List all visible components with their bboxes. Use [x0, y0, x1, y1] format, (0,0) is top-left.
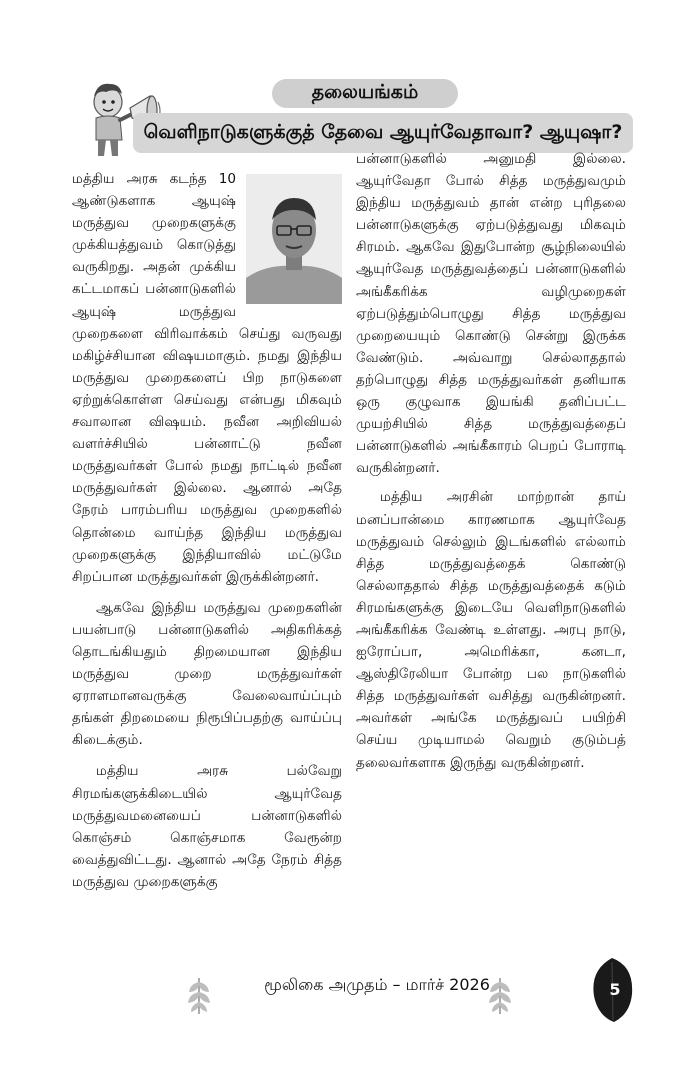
article-paragraph: பன்னாடுகளில் அனுமதி இல்லை. ஆயுர்வேதா போல் சித்த மருத்துவமும் இந்திய மருத்துவம் தான் என்ற புரிதலை பன்னாடுகளுக்கு ஏற்படுத்துவது மிகவும் சிரமம். ஆகவே இதுபோன்ற சூழ்நிலையில் ஆயுர்வேத மருத்துவத்தைப் பன்னாடுகளில் அங்கீகரிக்க வழிமுறைகள் ஏற்படுத்தும்பொழுது சித்த மருத்துவ முறையையும் கொண்டு சென்று இருக்க வேண்டும். அவ்வாறு செல்லாததால் தற்பொழுது சித்த மருத்துவர்கள் தனியாக ஒரு குழுவாக இயங்கி தனிப்பட்ட முயற்சியில் சித்த மருத்துவத்தைப் பன்னாடுகளில் அங்கீகாரம் பெறப் போராடி வருகின்றனர்.: [356, 151, 626, 477]
article-paragraph: மத்திய அரசின் மாற்றான் தாய் மனப்பான்மை காரணமாக ஆயுர்வேத மருத்துவம் செல்லும் இடங்களில் எல்லாம் சித்த மருத்துவத்தைக் கொண்டு செல்லாததால் சித்த மருத்துவத்தைக் கடும் சிரமங்களுக்கு இடையே வெளிநாடுகளில் அங்கீகரிக்க வேண்டி உள்ளது. அரபு நாடு, ஐரோப்பா, அமெரிக்கா, கனடா, ஆஸ்திரேலியா போன்ற பல நாடுகளில் சித்த மருத்துவர்கள் வசித்து வருகின்றனர். அவர்கள் அங்கே மருத்துவப் பயிற்சி செய்ய முடியாமல் வெறும் குடும்பத் தலைவர்களாக இருந்து வருகின்றனர்.: [356, 489, 626, 771]
portrait-image: [246, 174, 342, 304]
magazine-footer-title: மூலிகை அமுதம் – மார்ச் 2026: [264, 975, 490, 994]
article-left-column: [72, 168, 342, 902]
author-portrait: [246, 174, 342, 304]
leaf-icon: [487, 974, 513, 1016]
article-headline: வெளிநாடுகளுக்குத் தேவை ஆயுர்வேதாவா? ஆயுஷா?: [133, 113, 633, 153]
leaf-icon: [186, 974, 212, 1016]
section-label: தலையங்கம்: [272, 79, 458, 108]
article-paragraph: மத்திய அரசு பல்வேறு சிரமங்களுக்கிடையில் ஆயுர்வேத மருத்துவமனையைப் பன்னாடுகளில் கொஞ்சம் கொஞ்சமாக வேரூன்ற வைத்துவிட்டது. ஆனால் அதே நேரம் சித்த மருத்துவ முறைகளுக்கு: [72, 763, 342, 890]
article-right-column: [356, 148, 626, 781]
page-number: 5: [609, 980, 621, 999]
article-paragraph: ஆகவே இந்திய மருத்துவ முறைகளின் பயன்பாடு பன்னாடுகளில் அதிகரிக்கத் தொடங்கியதும் திறமையான இந்திய மருத்துவ முறை மருத்துவர்கள் ஏராளமானவருக்கு வேலைவாய்ப்பும் தங்கள் திறமையை நிரூபிப்பதற்கு வாய்ப்பு கிடைக்கும்.: [72, 599, 342, 749]
article-paragraph: மத்திய அரசு கடந்த 10 ஆண்டுகளாக ஆயுஷ் மருத்துவ முறைகளுக்கு முக்கியத்துவம் கொடுத்து வருகிறது. அதன் முக்கிய கட்டமாகப் பன்னாடுகளில் ஆயுஷ் மருத்துவ முறைகளை விரிவாக்கம் செய்து வருவது மகிழ்ச்சியான விஷயமாகும். நமது இந்திய மருத்துவ முறைகளைப் பிற நாடுகளை ஏற்றுக்கொள்ள செய்வது என்பது மிகவும் சவாலான விஷயம். நவீன அறிவியல் வளர்ச்சியில் பன்னாட்டு நவீன மருத்துவர்கள் போல் நமது நாட்டில் நவீன மருத்துவர்கள் இல்லை. ஆனால் அதே நேரம் பாரம்பரிய மருத்துவ முறைகளில் தொன்மை வாய்ந்த இந்திய மருத்துவ முறைகளுக்கு இந்தியாவில் மட்டுமே சிறப்பான மருத்துவர்கள் இருக்கின்றனர்.: [72, 171, 342, 585]
